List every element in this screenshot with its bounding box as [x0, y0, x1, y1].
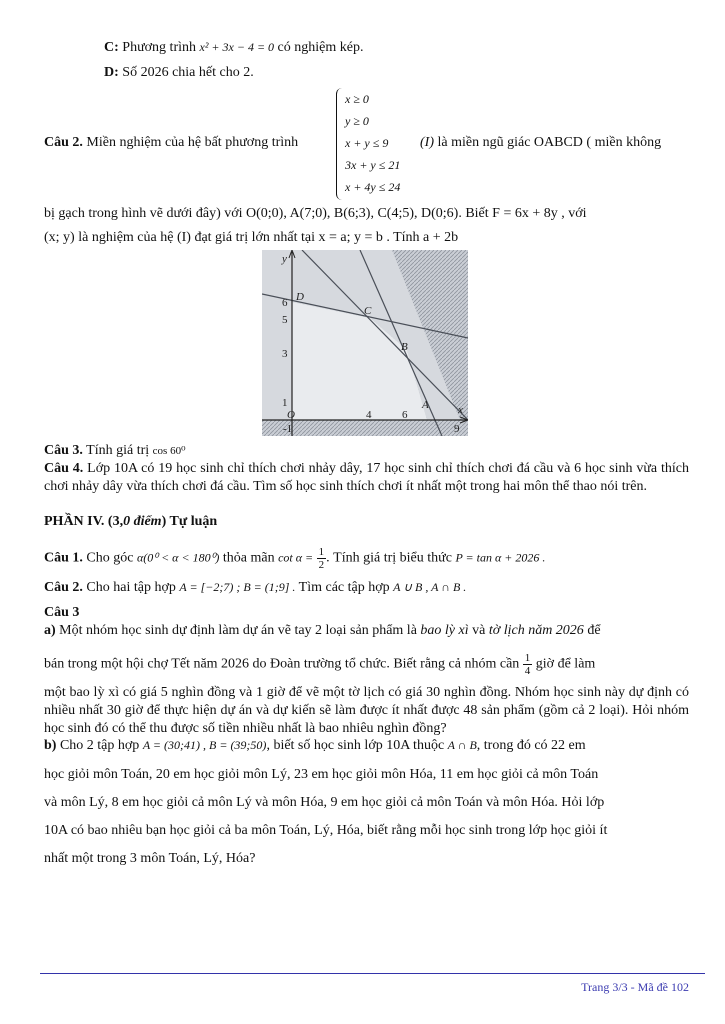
- fraction: $\frac{1}{2}$: [318, 546, 325, 571]
- x-axis-label: x: [458, 404, 463, 416]
- essay-2: [44, 578, 689, 597]
- system-name: (I): [420, 135, 434, 150]
- option-d-label: D:: [104, 65, 119, 80]
- question-4-label: Câu 4.: [44, 461, 84, 476]
- question-2-label: Câu 2.: [44, 135, 83, 150]
- footer-divider: [40, 973, 705, 974]
- essay-3b-intersection: A ∩ B: [447, 738, 477, 752]
- essay-2-ops: A ∪ B , A ∩ B .: [393, 580, 467, 594]
- essay-3a-line-2-post: giờ để làm: [535, 656, 596, 672]
- option-c: [104, 38, 689, 57]
- point-a-label: A: [422, 399, 429, 411]
- y-tick: 5: [282, 314, 288, 326]
- essay-3a-rest: một bao lỳ xì có giá 5 nghìn đồng và 1 giờ để vẽ một tờ lịch có giá 30 nghìn đồng. Nhóm học sinh này dự định có nhiều nhất 30 giờ để thực hiện dự án và dự kiến sẽ làm được ít nhất được 48 sản phẩm (gồm cả 2 loại). Hỏi nhóm học sinh đó có thể thu được số tiền nhiều nhất là bao nhiêu nghìn đồng?: [44, 685, 689, 736]
- part-4-title: PHẦN IV. (3,: [44, 514, 124, 529]
- system-row: 3x + y ≤ 21: [345, 158, 401, 172]
- page-footer: Trang 3/3 - Mã đề 102: [581, 980, 689, 994]
- question-3-label: Câu 3.: [44, 443, 83, 458]
- essay-3-label: Câu 3: [44, 605, 80, 620]
- essay-2-sets: A = [−2;7) ; B = (1;9] .: [179, 580, 296, 594]
- essay-3b-sets: A = (30;41) , B = (39;50): [142, 738, 267, 752]
- essay-3a-line-2-pre: bán trong một hội chợ Tết năm 2026 do Đoàn trường tổ chức. Biết rằng cả nhóm cần: [44, 656, 520, 672]
- feasible-region-figure: [262, 250, 468, 436]
- question-2-post: là miền ngũ giác OABCD ( miền không: [437, 135, 662, 150]
- essay-3b-line-5: nhất một trong 3 môn Toán, Lý, Hóa?: [44, 851, 256, 866]
- essay-1-mid: thỏa mãn: [222, 550, 275, 566]
- part-4-heading: [44, 513, 689, 531]
- essay-3b-line-1: [44, 736, 689, 755]
- essay-2-label: Câu 2.: [44, 580, 83, 595]
- y-axis-label: y: [282, 253, 287, 265]
- essay-3a-item-1: bao lỳ xì: [420, 623, 469, 638]
- essay-3a-text: Một nhóm học sinh dự định làm dự án vẽ tay 2 loại sản phẩm là: [59, 623, 417, 638]
- essay-3a-line-1: [44, 622, 689, 640]
- question-3: [44, 442, 689, 460]
- option-d: [104, 64, 689, 82]
- essay-2-pre: Cho hai tập hợp: [86, 580, 176, 595]
- system-row: x + 4y ≤ 24: [345, 180, 401, 194]
- question-3-text: Tính giá trị: [86, 443, 150, 458]
- essay-3b-line-3: và môn Lý, 8 em học giỏi cả môn Lý và môn Hóa, 9 em học giỏi cả môn Toán và môn Hóa. Hỏi lớp: [44, 795, 605, 810]
- negative-tick: -1: [283, 423, 293, 435]
- system-row: x ≥ 0: [345, 92, 369, 106]
- essay-2-post: Tìm các tập hợp: [298, 580, 390, 595]
- essay-3a-label: a): [44, 623, 56, 638]
- essay-1: [44, 546, 689, 571]
- essay-1-pre: Cho góc: [86, 550, 134, 566]
- part-4-score: 0 điểm: [123, 514, 162, 529]
- y-tick: 1: [282, 397, 288, 409]
- essay-3a-end: để: [587, 623, 601, 638]
- question-2-line-3: (x; y) là nghiệm của hệ (I) đạt giá trị lớn nhất tại x = a; y = b . Tính a + 2b: [44, 230, 459, 245]
- essay-3a-item-2: tờ lịch năm 2026: [488, 623, 584, 638]
- fraction: $\frac{1}{4}$: [524, 652, 531, 677]
- essay-1-label: Câu 1.: [44, 550, 83, 566]
- essay-3a-line-2: [44, 652, 689, 677]
- question-2-line-1-end: [420, 134, 689, 152]
- y-tick: 3: [282, 348, 288, 360]
- point-d-label: D: [296, 291, 304, 303]
- option-d-text: Số 2026 chia hết cho 2.: [122, 65, 254, 80]
- essay-3b-line-4: 10A có bao nhiêu bạn học giỏi cả ba môn Toán, Lý, Hóa, biết rằng mỗi học sinh trong lớp học giỏi ít: [44, 823, 608, 838]
- option-c-label: C:: [104, 40, 119, 55]
- x-tick: 9: [454, 423, 460, 435]
- x-tick: 6: [402, 409, 408, 421]
- option-c-post: có nghiệm kép.: [277, 40, 364, 55]
- essay-3a-and: và: [472, 623, 486, 638]
- essay-1-cot: cot α =: [278, 550, 314, 565]
- system-row: y ≥ 0: [345, 114, 369, 128]
- essay-1-expr: P = tan α + 2026 .: [455, 550, 546, 565]
- option-c-equation: x² + 3x − 4 = 0: [199, 40, 275, 54]
- question-4: [44, 460, 689, 496]
- essay-1-angle: α(0⁰ < α < 180⁰): [136, 550, 220, 565]
- x-tick: 4: [366, 409, 372, 421]
- essay-3b-pre: Cho 2 tập hợp: [59, 738, 140, 753]
- option-c-pre: Phương trình: [122, 40, 196, 55]
- question-3-expr: cos 60⁰: [152, 445, 186, 457]
- point-c-label: C: [364, 305, 372, 317]
- question-2-line-2: bị gạch trong hình vẽ dưới đây) với O(0;0), A(7;0), B(6;3), C(4;5), D(0;6). Biết F = 6x + 8y , với: [44, 206, 587, 221]
- point-b-label: B: [401, 341, 408, 353]
- y-tick: 6: [282, 297, 288, 309]
- system-row: x + y ≤ 9: [345, 136, 389, 150]
- essay-3b-line-2: học giỏi môn Toán, 20 em học giỏi môn Lý, 23 em học giỏi môn Hóa, 11 em học giỏi cả môn Toán: [44, 767, 599, 782]
- essay-3b-end: , trong đó có 22 em: [476, 738, 586, 753]
- question-4-text: Lớp 10A có 19 học sinh chỉ thích chơi nhảy dây, 17 học sinh chỉ thích chơi đá cầu và 6 học sinh vừa thích chơi nhảy dây vừa thích chơi đá cầu. Tìm số học sinh thích chơi ít nhất một trong hai môn thể thao nói trên.: [44, 461, 689, 494]
- part-4-close: ) Tự luận: [161, 514, 218, 529]
- essay-1-post: . Tính giá trị biểu thức: [326, 550, 452, 566]
- essay-3b-label: b): [44, 738, 57, 753]
- essay-3b-mid: , biết số học sinh lớp 10A thuộc: [266, 738, 445, 753]
- question-2-pre: Miền nghiệm của hệ bất phương trình: [86, 135, 299, 150]
- origin-label: O: [287, 409, 295, 421]
